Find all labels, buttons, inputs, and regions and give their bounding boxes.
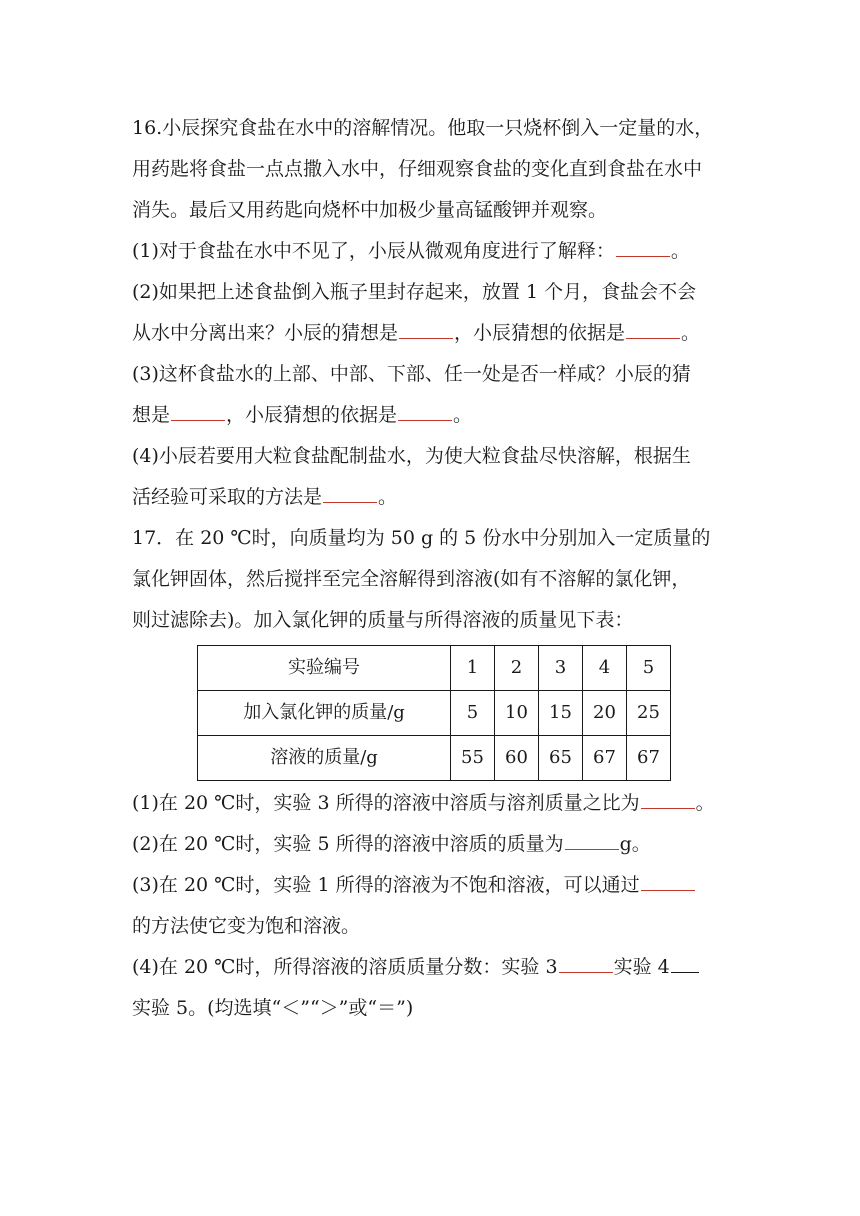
unit-label: g。 <box>619 833 651 855</box>
q17-part-1 <box>132 783 732 824</box>
q17-part-2 <box>132 824 732 865</box>
q16-part-2-text-a: 从水中分离出来？小辰的猜想是 <box>132 322 399 344</box>
question-17 <box>132 518 732 1029</box>
table-cell: 25 <box>627 691 671 736</box>
q16-part-3-text-a: 想是 <box>132 404 171 426</box>
q17-part-4-text-a: (4)在 20 ℃时，所得溶液的溶质质量分数：实验 3 <box>132 956 558 978</box>
table-row <box>198 691 671 736</box>
q17-part-4-text-b: 实验 4 <box>613 956 670 978</box>
table-row-label: 加入氯化钾的质量/g <box>198 691 451 736</box>
q17-part-3-line-1 <box>132 865 732 906</box>
answer-blank[interactable] <box>323 501 377 503</box>
answer-blank[interactable] <box>616 255 670 257</box>
q17-intro-line-3: 则过滤除去)。加入氯化钾的质量与所得溶液的质量见下表： <box>132 609 634 631</box>
table-cell: 55 <box>451 736 495 781</box>
table-cell: 20 <box>583 691 627 736</box>
table-row-label: 实验编号 <box>198 646 451 691</box>
q16-intro-line-3: 消失。最后又用药匙向烧杯中加极少量高锰酸钾并观察。 <box>132 199 608 221</box>
answer-blank[interactable] <box>399 337 453 339</box>
answer-blank[interactable] <box>559 971 613 973</box>
period: 。 <box>695 792 715 814</box>
period: 。 <box>670 240 690 262</box>
q16-part-4-text: 活经验可采取的方法是 <box>132 486 323 508</box>
answer-blank[interactable] <box>641 807 695 809</box>
q16-intro-line-1: 16.小辰探究食盐在水中的溶解情况。他取一只烧杯倒入一定量的水， <box>132 117 714 139</box>
q16-part-3-line-1: (3)这杯食盐水的上部、中部、下部、任一处是否一样咸？小辰的猜 <box>132 363 691 385</box>
answer-blank[interactable] <box>641 889 695 891</box>
q17-part-3-line-2: 的方法使它变为饱和溶液。 <box>132 915 361 937</box>
q16-part-3-line-2 <box>132 395 732 436</box>
q17-intro-line-1: 17．在 20 ℃时，向质量均为 50 g 的 5 份水中分别加入一定质量的 <box>132 527 711 549</box>
q17-part-4-line-1 <box>132 947 732 988</box>
question-16 <box>132 108 732 518</box>
q16-part-3-text-b: ，小辰猜想的依据是 <box>226 404 398 426</box>
answer-blank[interactable] <box>671 971 699 973</box>
q17-part-4-line-2: 实验 5。(均选填“＜”“＞”或“＝”) <box>132 997 414 1019</box>
table-cell: 15 <box>539 691 583 736</box>
answer-blank[interactable] <box>398 419 452 421</box>
q16-part-1 <box>132 231 732 272</box>
period: 。 <box>378 486 398 508</box>
q16-part-4-line-2 <box>132 477 732 518</box>
answer-blank[interactable] <box>171 419 225 421</box>
table-cell: 2 <box>495 646 539 691</box>
table-cell: 5 <box>451 691 495 736</box>
table-row-label: 溶液的质量/g <box>198 736 451 781</box>
table-cell: 10 <box>495 691 539 736</box>
q17-part-2-text: (2)在 20 ℃时，实验 5 所得的溶液中溶质的质量为 <box>132 833 564 855</box>
q16-part-2-line-2 <box>132 313 732 354</box>
q17-part-1-text: (1)在 20 ℃时，实验 3 所得的溶液中溶质与溶剂质量之比为 <box>132 792 640 814</box>
period: 。 <box>681 322 701 344</box>
table-cell: 60 <box>495 736 539 781</box>
table-row <box>198 736 671 781</box>
q16-part-1-text: (1)对于食盐在水中不见了，小辰从微观角度进行了解释： <box>132 240 615 262</box>
period: 。 <box>453 404 473 426</box>
table-row <box>198 646 671 691</box>
answer-blank[interactable] <box>565 848 619 850</box>
q16-part-2-text-b: ，小辰猜想的依据是 <box>454 322 626 344</box>
table-cell: 5 <box>627 646 671 691</box>
worksheet <box>132 108 732 1029</box>
q16-part-4-line-1: (4)小辰若要用大粒食盐配制盐水，为使大粒食盐尽快溶解，根据生 <box>132 445 691 467</box>
table-cell: 1 <box>451 646 495 691</box>
q17-intro-line-2: 氯化钾固体，然后搅拌至完全溶解得到溶液(如有不溶解的氯化钾， <box>132 568 691 590</box>
table-cell: 67 <box>627 736 671 781</box>
table-cell: 67 <box>583 736 627 781</box>
answer-blank[interactable] <box>626 337 680 339</box>
q17-part-3-text: (3)在 20 ℃时，实验 1 所得的溶液为不饱和溶液，可以通过 <box>132 874 640 896</box>
table-cell: 3 <box>539 646 583 691</box>
data-table <box>197 645 671 781</box>
table-cell: 4 <box>583 646 627 691</box>
q16-intro-line-2: 用药匙将食盐一点点撒入水中，仔细观察食盐的变化直到食盐在水中 <box>132 158 703 180</box>
q16-part-2-line-1: (2)如果把上述食盐倒入瓶子里封存起来，放置 1 个月，食盐会不会 <box>132 281 697 303</box>
table-cell: 65 <box>539 736 583 781</box>
